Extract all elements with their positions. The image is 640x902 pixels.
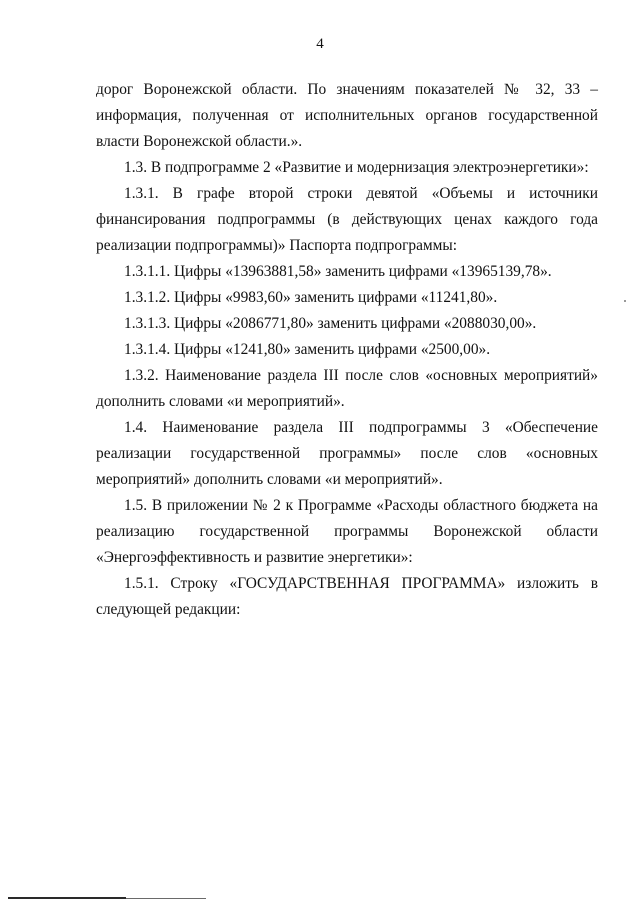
paragraph-1-3-1-3: 1.3.1.3. Цифры «2086771,80» заменить цифрами «2088030,00».	[124, 315, 537, 332]
paragraph-1-3: 1.3. В подпрограмме 2 «Развитие и модернизация электроэнергетики»:	[124, 159, 589, 176]
paragraph-1-3-1-1: 1.3.1.1. Цифры «13963881,58» заменить цифрами «13965139,78».	[124, 263, 552, 280]
paragraph-continuation: дорог Воронежской области. По значениям показателей № 32, 33 – информация, полученная от исполнительных органов государственной власти Воронежской области.».	[96, 81, 598, 150]
paragraph-1-5-1: 1.5.1. Строку «ГОСУДАРСТВЕННАЯ ПРОГРАММА» изложить в следующей редакции:	[96, 575, 598, 618]
paragraph-1-3-1-2: 1.3.1.2. Цифры «9983,60» заменить цифрами «11241,80».	[124, 289, 498, 306]
scan-edge-line-thin	[126, 898, 206, 899]
paragraph-1-4: 1.4. Наименование раздела III подпрограммы 3 «Обеспечение реализации государственной программы» после слов «основных мероприятий» дополнить словами «и мероприятий».	[96, 419, 598, 488]
paragraph-1-5: 1.5. В приложении № 2 к Программе «Расходы областного бюджета на реализацию государственной программы Воронежской области «Энергоэффективность и развитие энергетики»:	[96, 497, 598, 566]
page-number: 4	[316, 36, 324, 52]
paragraph-1-3-1: 1.3.1. В графе второй строки девятой «Объемы и источники финансирования подпрограммы (в действующих ценах каждого года реализации подпрограммы)» Паспорта подпрограммы:	[96, 185, 598, 254]
paragraph-1-3-2: 1.3.2. Наименование раздела III после слов «основных мероприятий» дополнить словами «и мероприятий».	[96, 367, 598, 410]
document-body	[96, 77, 598, 623]
scan-edge-line	[8, 897, 126, 899]
scan-speck	[624, 300, 626, 302]
paragraph-1-3-1-4: 1.3.1.4. Цифры «1241,80» заменить цифрами «2500,00».	[124, 341, 491, 358]
